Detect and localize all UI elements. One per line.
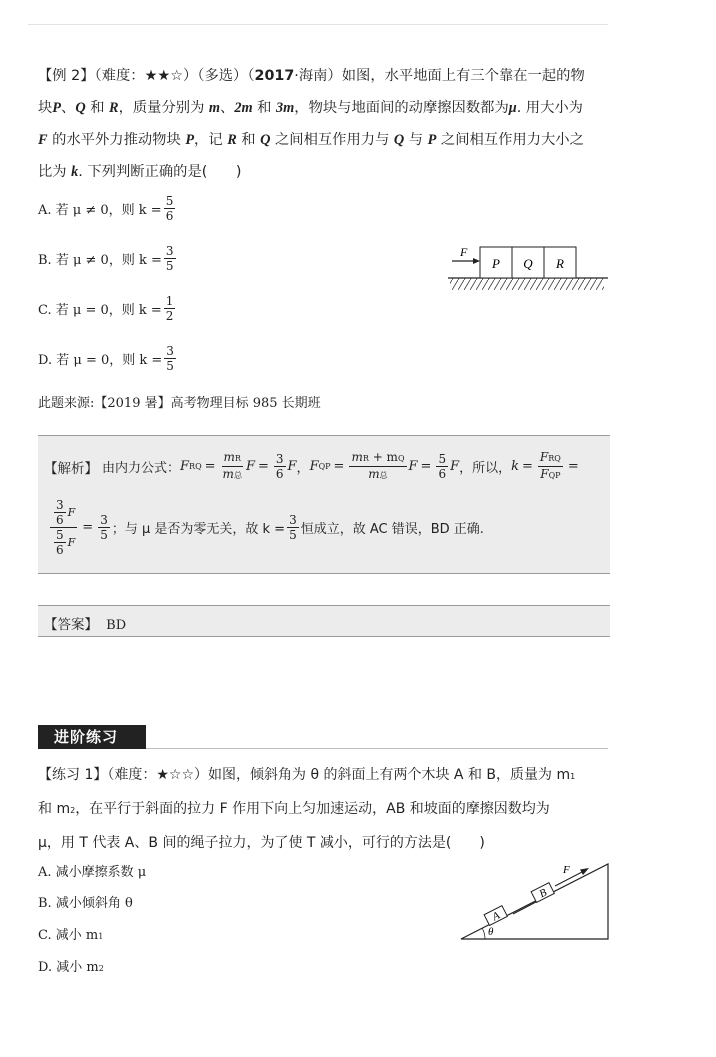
equals: = <box>420 459 432 474</box>
denominator: 2 <box>165 309 174 323</box>
var-F: F <box>38 132 48 148</box>
denominator: 5 <box>165 259 174 273</box>
exercise-text: μ，用 T 代表 A、B 间的绳子拉力，为了使 T 减小，可行的方法是( ) <box>38 835 485 851</box>
var-F: F <box>67 505 76 519</box>
option-text: B. 减小倾斜角 θ <box>38 896 133 911</box>
option-text: D. 减小 m <box>38 960 99 975</box>
var-P: P <box>185 132 195 148</box>
exercise-text: 【练习 1】（难度：★☆☆）如图，倾斜角为 θ 的斜面上有两个木块 A 和 B，质量为 m <box>38 767 571 783</box>
numerator: 3 <box>165 244 174 258</box>
example-line-3 <box>38 124 613 156</box>
option-text: A. 减小摩擦系数 μ <box>38 865 147 880</box>
sub-total: 总 <box>233 471 242 480</box>
exercise-option-b[interactable] <box>38 892 133 911</box>
var-R: R <box>227 132 237 148</box>
text: 之间相互作用力大小之 <box>436 132 584 148</box>
var-3m: 3m <box>276 100 295 116</box>
subscript: 2 <box>98 964 104 973</box>
var-m: m <box>208 100 221 116</box>
arrow-head <box>473 258 480 264</box>
denominator: 6 <box>438 467 447 481</box>
option-c[interactable] <box>38 294 177 323</box>
numerator: 3 <box>56 498 64 512</box>
analysis-label: 【解析】 <box>44 460 98 477</box>
label-a: A <box>490 909 502 924</box>
sub-qp: QP <box>318 462 331 471</box>
exercise-text: ，在平行于斜面的拉力 F 作用下向上匀加速运动，AB 和坡面的摩擦因数均为 <box>75 801 550 817</box>
equals: = <box>333 459 345 474</box>
var-P: P <box>427 132 437 148</box>
var-k: k <box>71 164 79 180</box>
exercise-line-3 <box>38 827 613 859</box>
text: 比为 <box>38 164 72 180</box>
sub-r: R <box>362 454 369 463</box>
fraction <box>349 450 406 483</box>
equals: = <box>567 459 579 474</box>
fraction <box>54 528 66 557</box>
sub-total: 总 <box>379 471 388 480</box>
subscript: 1 <box>570 772 576 781</box>
equals: = <box>257 459 269 474</box>
analysis-text: 由内力公式： <box>102 461 181 476</box>
sub-qp: QP <box>548 471 561 480</box>
option-b[interactable] <box>38 244 178 273</box>
numerator: 5 <box>165 194 174 208</box>
block-a-group <box>484 906 508 927</box>
numerator: 5 <box>438 452 447 466</box>
sub-rq: RQ <box>189 462 202 471</box>
var-F: F <box>450 459 460 474</box>
fraction <box>164 294 176 323</box>
example-tag: 【例 2】 <box>38 68 95 84</box>
answer-label: 【答案】 <box>44 617 98 633</box>
var-2m: 2m <box>234 100 253 116</box>
var-F: F <box>180 459 190 474</box>
label-f: F <box>460 245 468 259</box>
example-meta: （难度：★★☆）（多选）（ <box>94 68 255 84</box>
var-F: F <box>67 535 76 549</box>
var-mu: μ <box>508 100 517 116</box>
incline-figure <box>455 856 615 946</box>
block-b-group <box>531 883 555 904</box>
label-p: P <box>492 256 500 271</box>
var-F: F <box>245 459 255 474</box>
option-text: C. 若 μ = 0，则 k = <box>38 303 162 318</box>
sub-q: Q <box>397 454 405 463</box>
equals: = <box>522 459 533 474</box>
fraction <box>54 498 66 527</box>
exercise-option-d[interactable] <box>38 956 104 975</box>
example-text: 如图，水平地面上有三个靠在一起的物 <box>341 68 585 84</box>
numerator: 3 <box>289 513 297 527</box>
text: . 下列判断正确的是( ) <box>78 164 242 180</box>
var-F: F <box>539 450 549 464</box>
example-year: 2017 <box>254 68 295 84</box>
var-F: F <box>309 459 319 474</box>
blocks-figure <box>446 240 610 296</box>
option-a[interactable] <box>38 194 177 223</box>
fraction <box>274 452 286 481</box>
subscript: 1 <box>98 932 104 941</box>
denominator: 6 <box>275 467 284 481</box>
numerator: 1 <box>165 294 174 308</box>
var-R: R <box>109 100 119 116</box>
fraction <box>221 450 244 483</box>
var-m: m <box>222 467 234 481</box>
text: 和 <box>236 132 261 148</box>
example-question <box>38 60 613 188</box>
option-text: D. 若 μ = 0，则 k = <box>38 353 163 368</box>
answer-box <box>38 605 610 637</box>
compound-fraction <box>50 498 77 557</box>
fraction <box>436 452 448 481</box>
denominator: 5 <box>100 528 108 542</box>
var-F: F <box>408 459 418 474</box>
sub-r: R <box>234 454 241 463</box>
example-line-2 <box>38 92 613 124</box>
numerator <box>50 498 77 528</box>
fraction <box>538 450 563 483</box>
label-theta: θ <box>488 926 494 938</box>
exercise-option-a[interactable] <box>38 861 146 880</box>
example-place: ·海南） <box>294 68 342 84</box>
analysis-text: ，所以， <box>459 461 512 476</box>
section-divider <box>146 748 608 749</box>
denominator <box>538 467 562 483</box>
var-Q: Q <box>260 132 271 148</box>
text: 和 <box>85 100 110 116</box>
answer-line <box>44 613 126 633</box>
label-b: B <box>537 886 549 901</box>
denominator <box>50 528 77 557</box>
text: . 用大小为 <box>516 100 583 116</box>
var-m: m <box>223 450 235 464</box>
analysis-line-1 <box>44 450 579 483</box>
top-divider <box>28 24 608 25</box>
var-Q: Q <box>75 100 86 116</box>
angle-arc <box>482 929 485 940</box>
numerator: 3 <box>275 452 284 466</box>
text: 块 <box>38 100 53 116</box>
label-f: F <box>563 864 570 876</box>
denominator: 6 <box>56 543 64 557</box>
fraction <box>164 194 176 223</box>
equals: = <box>82 520 94 535</box>
var-P: P <box>52 100 62 116</box>
denominator <box>221 467 244 483</box>
option-text: A. 若 μ ≠ 0，则 k = <box>38 203 162 218</box>
fraction <box>98 513 110 542</box>
var-F: F <box>540 467 549 481</box>
option-text: C. 减小 m <box>38 928 99 943</box>
answer-value: BD <box>106 618 127 633</box>
text: 的水平外力推动物块 <box>47 132 186 148</box>
var-Q: Q <box>393 132 405 148</box>
text: 之间相互作用力与 <box>270 132 394 148</box>
text: 、 <box>61 100 76 116</box>
equals: = <box>204 459 216 474</box>
label-q: Q <box>523 256 533 271</box>
numerator <box>222 450 243 467</box>
text: ，记 <box>194 132 228 148</box>
denominator: 6 <box>56 513 64 527</box>
text: 与 <box>404 132 428 148</box>
text: 和 <box>252 100 277 116</box>
example-line-1 <box>38 60 613 92</box>
exercise-question <box>38 759 613 859</box>
analysis-line-2 <box>48 498 484 557</box>
label-r: R <box>556 256 564 271</box>
plus: + m <box>368 450 398 464</box>
denominator: 6 <box>165 209 174 223</box>
numerator: 3 <box>166 344 174 358</box>
var-F: F <box>287 459 297 474</box>
denominator: 5 <box>289 528 297 542</box>
exercise-option-c[interactable] <box>38 924 103 943</box>
text: ，物块与地面间的动摩擦因数都为 <box>294 100 509 116</box>
fraction <box>287 513 299 542</box>
exercise-line-2 <box>38 793 613 827</box>
ground-hatch <box>450 278 604 290</box>
comma: ， <box>296 461 310 476</box>
exercise-line-1 <box>38 759 613 793</box>
denominator: 5 <box>166 359 174 373</box>
subscript: 2 <box>70 806 76 815</box>
section-title: 进阶练习 <box>38 725 146 749</box>
example-line-4 <box>38 156 613 188</box>
option-d[interactable] <box>38 344 178 373</box>
numerator <box>538 450 563 467</box>
var-k: k <box>511 459 520 474</box>
incline-triangle <box>461 864 608 939</box>
fraction <box>164 344 176 373</box>
numerator: 5 <box>56 528 64 542</box>
analysis-text: 恒成立，故 AC 错误，BD 正确. <box>300 522 484 537</box>
var-m: m <box>351 450 363 464</box>
text: ，质量分别为 <box>118 100 209 116</box>
question-source: 此题来源:【2019 暑】高考物理目标 985 长期班 <box>38 396 321 411</box>
option-text: B. 若 μ ≠ 0，则 k = <box>38 253 162 268</box>
rope <box>513 902 536 914</box>
text: 、 <box>220 100 235 116</box>
sub-rq: RQ <box>548 454 561 463</box>
numerator <box>349 450 406 467</box>
var-m: m <box>368 467 380 481</box>
analysis-text: ；与 μ 是否为零无关，故 k = <box>111 522 286 537</box>
denominator <box>366 467 389 483</box>
analysis-box <box>38 435 610 574</box>
exercise-text: 和 m <box>38 801 71 817</box>
numerator: 3 <box>100 513 108 527</box>
fraction <box>164 244 176 273</box>
